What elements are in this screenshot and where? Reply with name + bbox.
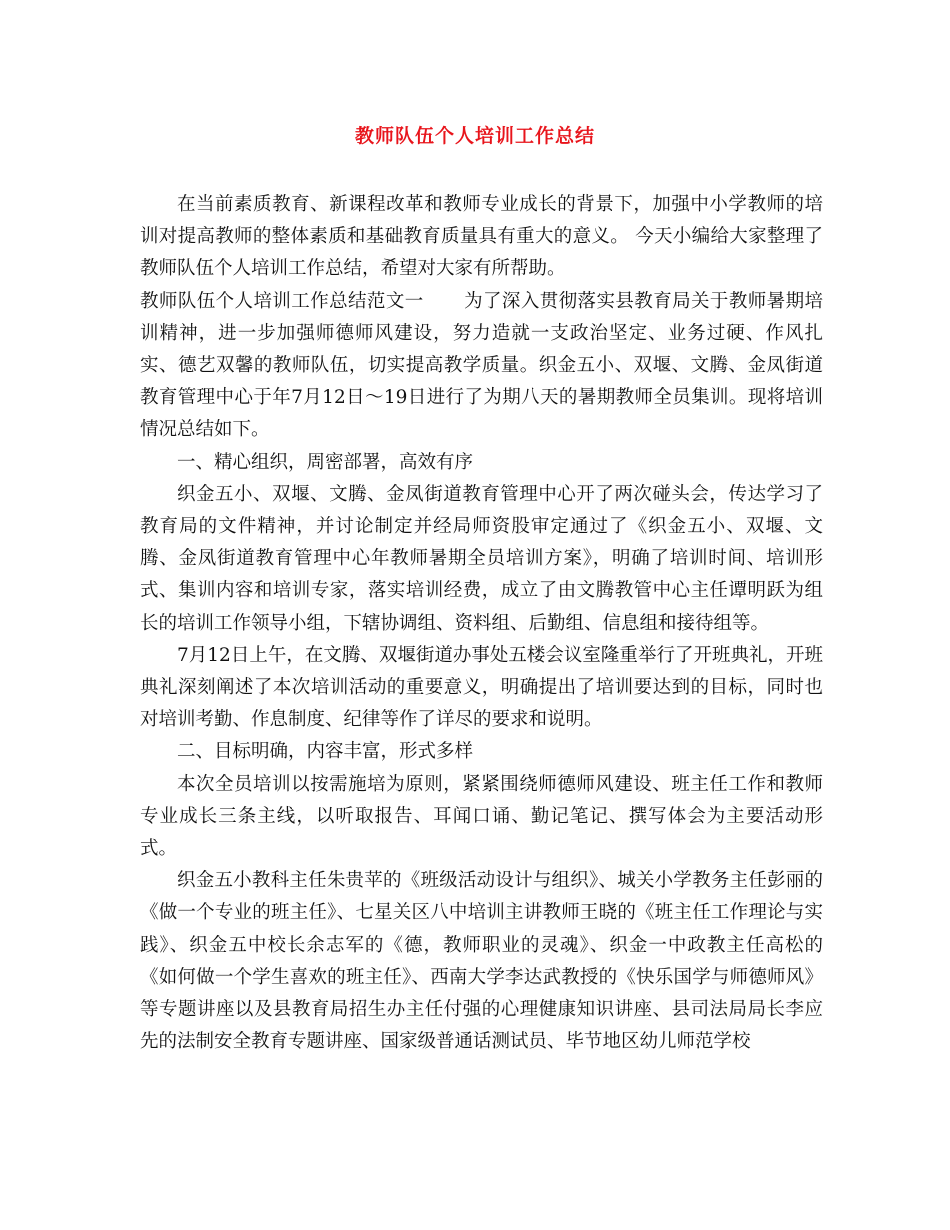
paragraph-1: 织金五小、双堰、文腾、金凤街道教育管理中心开了两次碰头会，传达学习了教育局的文件精神，并讨论制定并经局师资股审定通过了《织金五小、双堰、文腾、金凤街道教育管理中心年教师暑期全员培训方案》，明确了培训时间、培训形式、集训内容和培训专家，落实培训经费，成立了由文腾教管中心主任谭明跃为组长的培训工作领导小组，下辖协调组、资料组、后勤组、信息组和接待组等。 — [140, 483, 823, 634]
paragraph-3: 本次全员培训以按需施培为原则，紧紧围绕师德师风建设、班主任工作和教师专业成长三条主线，以听取报告、耳闻口诵、勤记笔记、撰写体会为主要活动形式。 — [140, 773, 823, 860]
paragraph-2: 7月12日上午，在文腾、双堰街道办事处五楼会议室隆重举行了开班典礼，开班典礼深刻阐述了本次培训活动的重要意义，明确提出了培训要达到的目标，同时也对培训考勤、作息制度、纪律等作了详尽的要求和说明。 — [140, 644, 823, 731]
section-heading-1: 一、精心组织，周密部署，高效有序 — [177, 451, 474, 473]
intro-paragraph: 在当前素质教育、新课程改革和教师专业成长的背景下，加强中小学教师的培训对提高教师的整体素质和基础教育质量具有重大的意义。 今天小编给大家整理了教师队伍个人培训工作总结，希望对大家有所帮助。 — [140, 194, 823, 280]
sample-paragraph — [140, 286, 823, 447]
section-heading-2: 二、目标明确，内容丰富，形式多样 — [177, 741, 474, 763]
document-title: 教师队伍个人培训工作总结 — [354, 125, 595, 147]
document-body — [140, 189, 823, 1058]
sample-text: 为了深入贯彻落实县教育局关于教师暑期培训精神，进一步加强师德师风建设，努力造就一支政治坚定、业务过硬、作风扎实、德艺双馨的教师队伍，切实提高教学质量。织金五小、双堰、文腾、金凤街道教育管理中心于年7月12日～19日进行了为期八天的暑期教师全员集训。现将培训情况总结如下。 — [140, 290, 823, 441]
sample-label: 教师队伍个人培训工作总结范文一 — [140, 290, 424, 312]
paragraph-4: 织金五小教科主任朱贵苹的《班级活动设计与组织》、城关小学教务主任彭丽的《做一个专业的班主任》、七星关区八中培训主讲教师王晓的《班主任工作理论与实践》、织金五中校长余志军的《德，教师职业的灵魂》、织金一中政教主任高松的《如何做一个学生喜欢的班主任》、西南大学李达武教授的《快乐国学与师德师风》等专题讲座以及县教育局招生办主任付强的心理健康知识讲座、县司法局局长李应先的法制安全教育专题讲座、国家级普通话测试员、毕节地区幼儿师范学校 — [140, 870, 823, 1053]
